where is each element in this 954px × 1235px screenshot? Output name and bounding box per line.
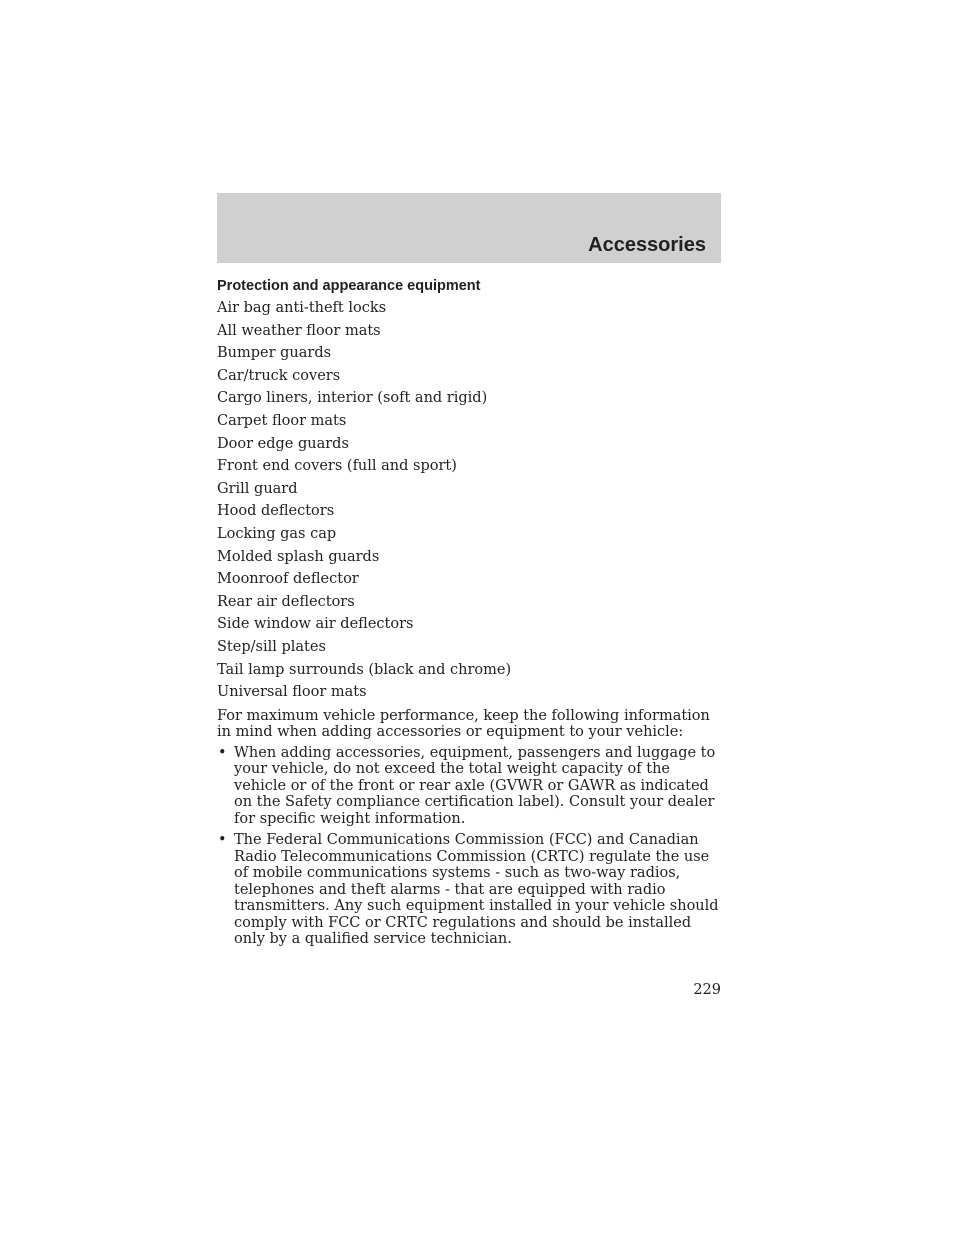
equipment-list [217, 297, 721, 704]
chapter-header-band [217, 193, 721, 263]
bullet-icon: • [218, 744, 227, 761]
list-item: All weather floor mats [217, 322, 381, 339]
list-item: Molded splash guards [217, 548, 380, 565]
list-item: Car/truck covers [217, 367, 341, 384]
list-item: Rear air deflectors [217, 593, 355, 610]
list-item: Air bag anti-theft locks [217, 300, 387, 316]
intro-paragraph: For maximum vehicle performance, keep the following information in mind when adding accessories or equipment to your vehicle: [217, 707, 710, 741]
bullet-list [217, 745, 721, 948]
list-item: Universal floor mats [217, 684, 367, 701]
section-heading: Protection and appearance equipment [217, 278, 481, 294]
list-item: Side window air deflectors [217, 616, 414, 633]
list-item: Tail lamp surrounds (black and chrome) [217, 661, 512, 678]
bullet-icon: • [218, 832, 227, 849]
page-content [217, 276, 721, 953]
page-number: 229 [693, 982, 721, 998]
chapter-title: Accessories [588, 234, 706, 256]
list-item: Cargo liners, interior (soft and rigid) [217, 390, 488, 407]
bullet-text: When adding accessories, equipment, passengers and luggage to your vehicle, do not exceed the total weight capacity of the vehicle or of the front or rear axle (GVWR or GAWR as indicated on the Safety compliance certification label). Consult your dealer for specific weight information. [234, 744, 716, 827]
list-item: Door edge guards [217, 435, 349, 452]
list-item: Carpet floor mats [217, 412, 347, 429]
list-item: Hood deflectors [217, 503, 335, 520]
list-item: Locking gas cap [217, 525, 337, 542]
list-item: Front end covers (full and sport) [217, 458, 457, 475]
list-item: Moonroof deflector [217, 571, 359, 588]
list-item: Step/sill plates [217, 638, 326, 655]
bullet-item [217, 745, 721, 828]
bullet-item [217, 832, 721, 948]
list-item: Grill guard [217, 480, 298, 497]
list-item: Bumper guards [217, 345, 332, 362]
bullet-text: The Federal Communications Commission (FCC) and Canadian Radio Telecommunications Commission (CRTC) regulate the use of mobile communications systems - such as two-way radios, telephones and theft alarms - that are equipped with radio transmitters. Any such equipment installed in your vehicle should comply with FCC or CRTC regulations and should be installed only by a qualified service technician. [234, 832, 719, 948]
